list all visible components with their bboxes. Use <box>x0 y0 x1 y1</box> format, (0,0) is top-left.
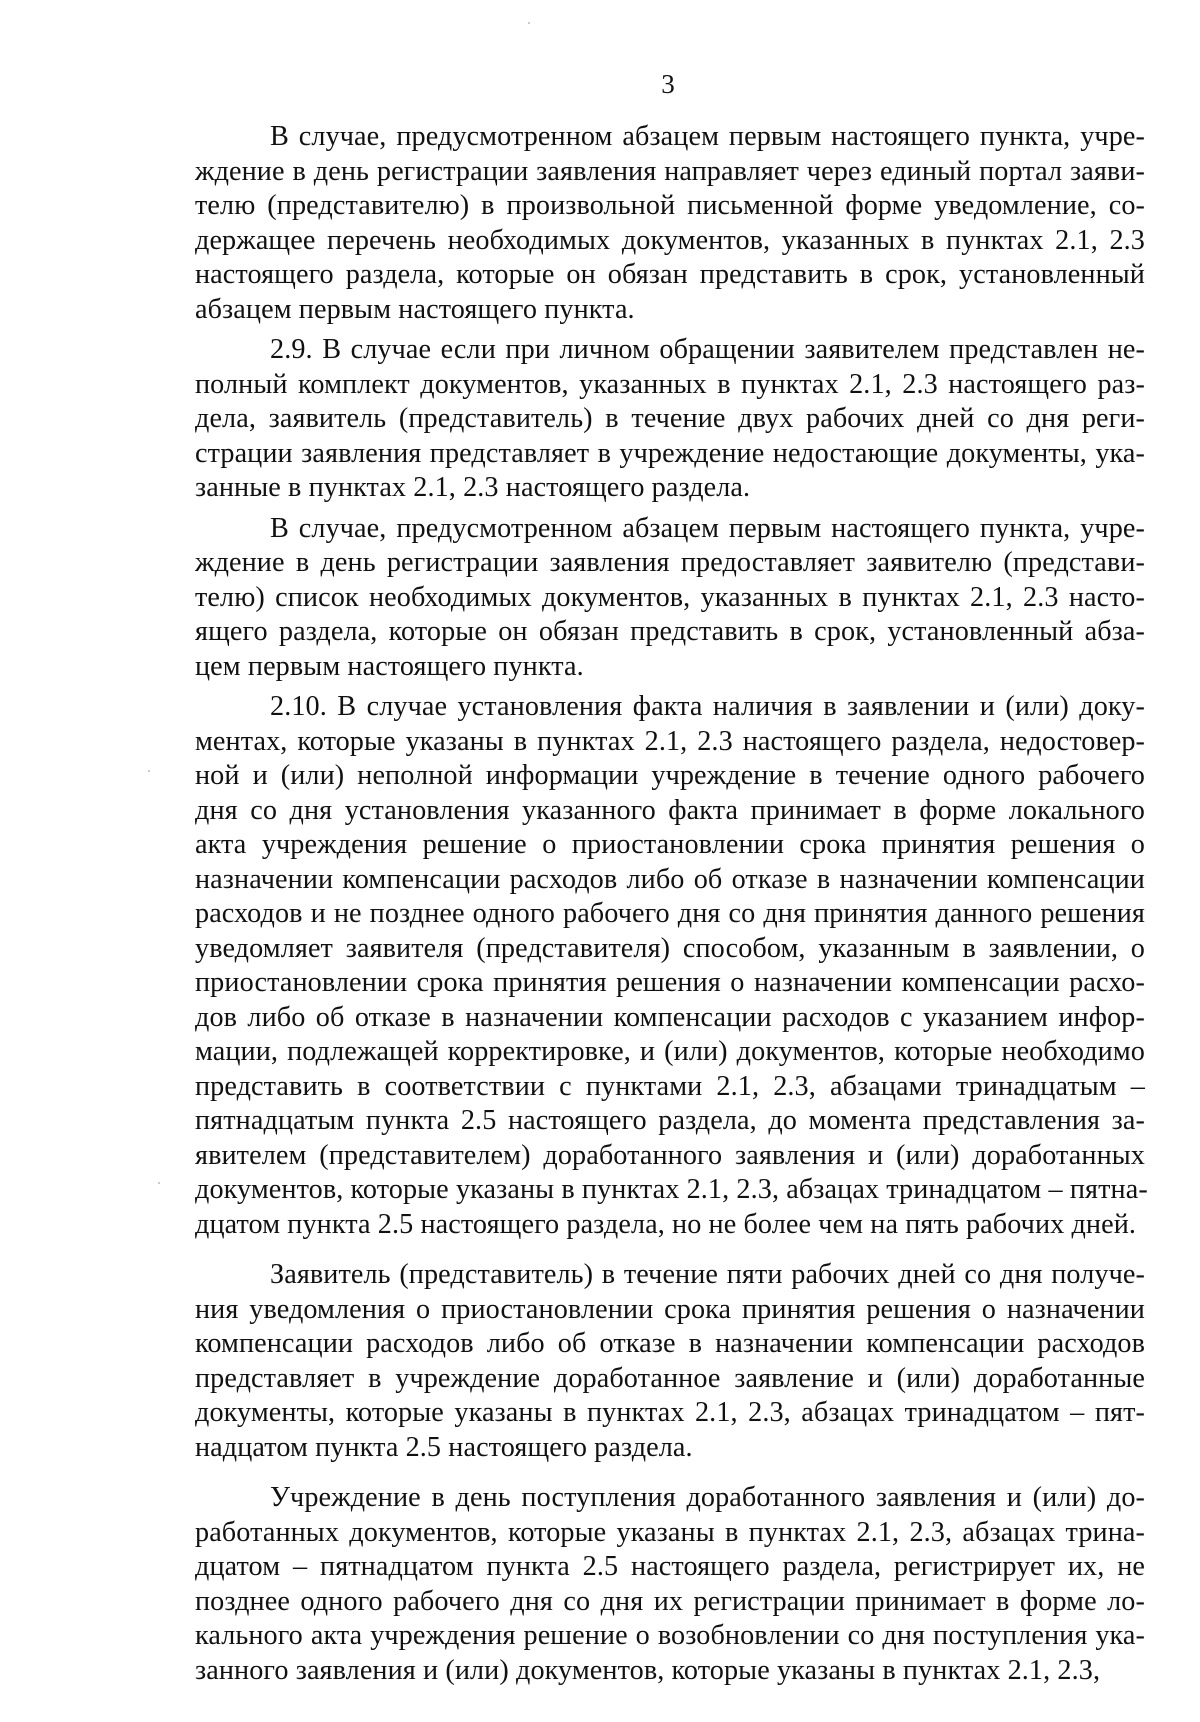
text-line: кального акта учреждения решение о возобновлении со дня поступления ука- <box>195 1620 1145 1651</box>
scan-speck <box>528 22 530 24</box>
text-line: представить в соответствии с пунктами 2.1, 2.3, абзацами тринадцатым – <box>195 1070 1145 1102</box>
text-line: акта учреждения решение о приостановлении срока принятия решения о <box>195 829 1145 860</box>
scan-speck <box>158 1182 160 1184</box>
text-line: ной и (или) неполной информации учреждение в течение одного рабочего <box>195 760 1145 791</box>
text-line: назначении компенсации расходов либо об отказе в назначении компенсации <box>195 863 1145 895</box>
scan-speck <box>148 770 150 772</box>
text-line: ментах, которые указаны в пунктах 2.1, 2.3 настоящего раздела, недостовер- <box>195 725 1145 757</box>
text-line: мации, подлежащей корректировке, и (или) документов, которые необходимо <box>195 1036 1145 1067</box>
text-line: документов, которые указаны в пунктах 2.1, 2.3, абзацах тринадцатом – пятна- <box>195 1174 1148 1205</box>
text-line: 2.9. В случае если при личном обращении заявителем представлен не- <box>270 334 1145 365</box>
text-line: дцатом пункта 2.5 настоящего раздела, но не более чем на пять рабочих дней. <box>195 1208 1137 1240</box>
text-line: ния уведомления о приостановлении срока принятия решения о назначении <box>195 1293 1145 1325</box>
text-line: явителем (представителем) доработанного заявления и (или) доработанных <box>195 1139 1145 1171</box>
text-line: занные в пунктах 2.1, 2.3 настоящего раздела. <box>195 472 751 503</box>
text-line: дня со дня установления указанного факта принимает в форме локального <box>195 794 1145 826</box>
text-line: дцатом – пятнадцатом пункта 2.5 настоящего раздела, регистрирует их, не <box>195 1551 1145 1582</box>
paragraph <box>195 1481 1145 1688</box>
paragraph <box>195 1258 1145 1465</box>
text-line: 2.10. В случае установления факта наличия в заявлении и (или) доку- <box>270 691 1145 722</box>
text-line: настоящего раздела, которые он обязан представить в срок, установленный <box>195 259 1145 290</box>
text-line: страции заявления представляет в учреждение недостающие документы, ука- <box>195 437 1145 469</box>
paragraph <box>195 120 1145 327</box>
paragraph <box>195 690 1148 1242</box>
text-line: пятнадцатым пункта 2.5 настоящего раздела, до момента представления за- <box>195 1105 1145 1136</box>
text-line: позднее одного рабочего дня со дня их регистрации принимает в форме ло- <box>195 1585 1145 1617</box>
text-line: ящего раздела, которые он обязан представить в срок, установленный абза- <box>195 616 1145 647</box>
text-line: документы, которые указаны в пунктах 2.1, 2.3, абзацах тринадцатом – пят- <box>195 1397 1145 1428</box>
page-number: 3 <box>661 69 675 99</box>
text-line: ждение в день регистрации заявления предоставляет заявителю (представи- <box>195 547 1145 578</box>
text-line: занного заявления и (или) документов, которые указаны в пунктах 2.1, 2.3, <box>195 1654 1101 1686</box>
text-line: надцатом пункта 2.5 настоящего раздела. <box>195 1431 693 1463</box>
text-line: компенсации расходов либо об отказе в назначении компенсации расходов <box>195 1328 1145 1359</box>
text-line: полный комплект документов, указанных в пунктах 2.1, 2.3 настоящего раз- <box>195 368 1145 400</box>
text-line: цем первым настоящего пункта. <box>195 650 584 682</box>
text-line: работанных документов, которые указаны в пунктах 2.1, 2.3, абзацах трина- <box>195 1516 1145 1548</box>
text-line: В случае, предусмотренном абзацем первым настоящего пункта, учре- <box>270 512 1145 544</box>
text-line: приостановлении срока принятия решения о назначении компенсации расхо- <box>195 967 1145 998</box>
text-line: Учреждение в день поступления доработанного заявления и (или) до- <box>270 1482 1145 1513</box>
text-line: телю (представителю) в произвольной письменной форме уведомление, со- <box>195 190 1145 221</box>
text-line: уведомляет заявителя (представителя) способом, указанным в заявлении, о <box>195 932 1145 964</box>
text-line: расходов и не позднее одного рабочего дня со дня принятия данного решения <box>195 898 1145 929</box>
text-line: Заявитель (представитель) в течение пяти рабочих дней со дня получе- <box>270 1259 1145 1290</box>
text-line: представляет в учреждение доработанное заявление и (или) доработанные <box>195 1362 1145 1394</box>
text-line: держащее перечень необходимых документов, указанных в пунктах 2.1, 2.3 <box>195 224 1145 256</box>
paragraph <box>195 512 1145 685</box>
text-line: абзацем первым настоящего пункта. <box>195 293 635 325</box>
text-line: телю) список необходимых документов, указанных в пунктах 2.1, 2.3 насто- <box>195 581 1145 613</box>
paragraph <box>195 333 1145 506</box>
text-line: дела, заявитель (представитель) в течение двух рабочих дней со дня реги- <box>195 403 1145 434</box>
text-line: ждение в день регистрации заявления направляет через единый портал заяви- <box>195 155 1145 187</box>
document-body <box>195 120 1148 1688</box>
text-line: дов либо об отказе в назначении компенсации расходов с указанием инфор- <box>195 1001 1145 1033</box>
text-line: В случае, предусмотренном абзацем первым настоящего пункта, учре- <box>270 121 1145 152</box>
